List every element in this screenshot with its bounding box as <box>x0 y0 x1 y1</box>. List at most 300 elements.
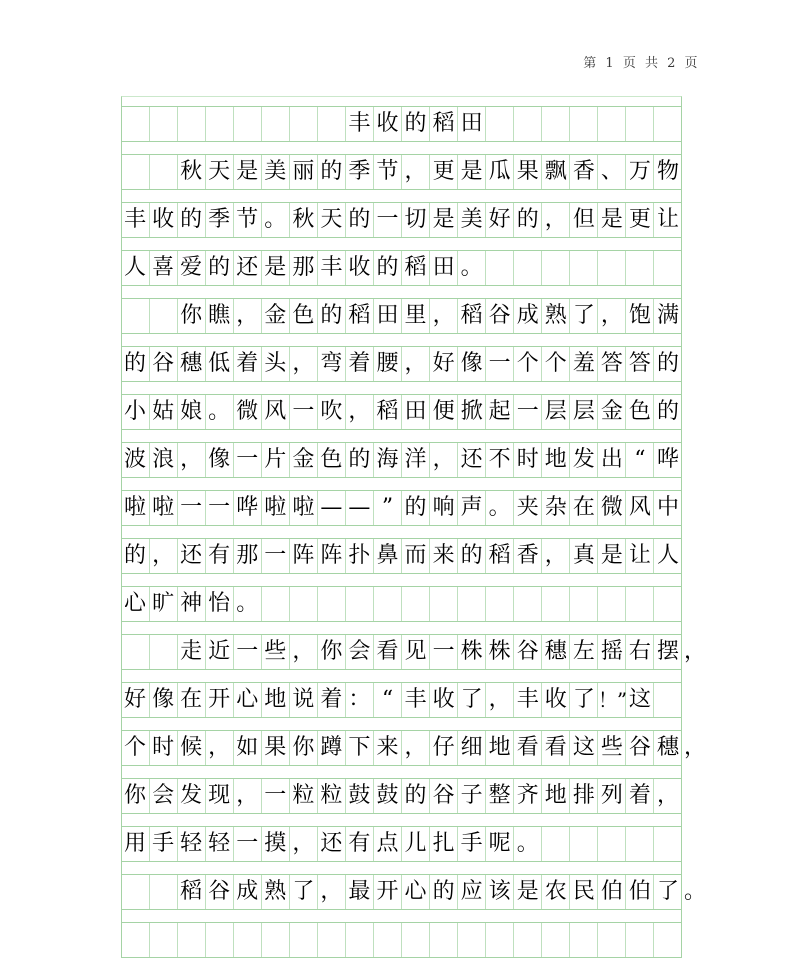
manuscript-cell[interactable] <box>150 587 178 621</box>
manuscript-cell[interactable] <box>402 155 430 189</box>
manuscript-cell[interactable] <box>150 539 178 573</box>
manuscript-cell[interactable] <box>346 635 374 669</box>
manuscript-cell[interactable] <box>262 779 290 813</box>
manuscript-cell[interactable] <box>514 443 542 477</box>
manuscript-cell[interactable] <box>514 539 542 573</box>
manuscript-cell[interactable] <box>402 587 430 621</box>
manuscript-cell[interactable] <box>150 827 178 861</box>
manuscript-cell[interactable] <box>598 875 626 909</box>
manuscript-cell[interactable] <box>290 203 318 237</box>
manuscript-cell[interactable] <box>178 347 206 381</box>
manuscript-cell[interactable] <box>262 587 290 621</box>
manuscript-cell[interactable] <box>262 875 290 909</box>
manuscript-cell[interactable] <box>206 347 234 381</box>
manuscript-cell[interactable] <box>318 683 346 717</box>
manuscript-cell[interactable] <box>206 779 234 813</box>
manuscript-cell[interactable] <box>486 875 514 909</box>
manuscript-cell[interactable] <box>542 155 570 189</box>
manuscript-cell[interactable] <box>318 587 346 621</box>
manuscript-cell[interactable] <box>178 587 206 621</box>
manuscript-cell[interactable] <box>374 587 402 621</box>
manuscript-cell[interactable] <box>542 539 570 573</box>
manuscript-cell[interactable] <box>290 923 318 957</box>
manuscript-cell[interactable] <box>430 731 458 765</box>
manuscript-cell[interactable] <box>122 347 150 381</box>
manuscript-cell[interactable] <box>514 731 542 765</box>
manuscript-cell[interactable] <box>178 443 206 477</box>
manuscript-cell[interactable] <box>178 203 206 237</box>
manuscript-cell[interactable] <box>430 107 458 141</box>
manuscript-cell[interactable] <box>598 491 626 525</box>
manuscript-cell[interactable] <box>458 635 486 669</box>
manuscript-cell[interactable] <box>626 827 654 861</box>
manuscript-cell[interactable] <box>598 443 626 477</box>
manuscript-cell[interactable] <box>290 251 318 285</box>
manuscript-cell[interactable] <box>458 203 486 237</box>
manuscript-cell[interactable] <box>654 587 682 621</box>
manuscript-cell[interactable] <box>346 491 374 525</box>
manuscript-cell[interactable] <box>486 539 514 573</box>
manuscript-cell[interactable] <box>374 731 402 765</box>
manuscript-cell[interactable] <box>374 827 402 861</box>
manuscript-cell[interactable] <box>206 395 234 429</box>
manuscript-cell[interactable] <box>430 491 458 525</box>
manuscript-cell[interactable] <box>514 587 542 621</box>
manuscript-cell[interactable] <box>122 299 150 333</box>
manuscript-cell[interactable] <box>234 683 262 717</box>
manuscript-cell[interactable] <box>234 203 262 237</box>
manuscript-cell[interactable] <box>346 443 374 477</box>
manuscript-cell[interactable] <box>178 923 206 957</box>
manuscript-cell[interactable] <box>542 635 570 669</box>
manuscript-cell[interactable] <box>654 683 682 717</box>
manuscript-cell[interactable] <box>542 683 570 717</box>
manuscript-cell[interactable] <box>290 827 318 861</box>
manuscript-cell[interactable] <box>514 107 542 141</box>
manuscript-cell[interactable] <box>486 923 514 957</box>
manuscript-cell[interactable] <box>234 587 262 621</box>
manuscript-cell[interactable] <box>654 875 682 909</box>
manuscript-cell[interactable] <box>262 347 290 381</box>
manuscript-cell[interactable] <box>234 875 262 909</box>
manuscript-cell[interactable] <box>206 587 234 621</box>
manuscript-cell[interactable] <box>206 731 234 765</box>
manuscript-cell[interactable] <box>458 443 486 477</box>
manuscript-cell[interactable] <box>178 827 206 861</box>
manuscript-cell[interactable] <box>542 251 570 285</box>
manuscript-cell[interactable] <box>402 107 430 141</box>
manuscript-cell[interactable] <box>514 683 542 717</box>
manuscript-cell[interactable] <box>458 155 486 189</box>
manuscript-cell[interactable] <box>234 635 262 669</box>
manuscript-cell[interactable] <box>542 395 570 429</box>
manuscript-cell[interactable] <box>346 875 374 909</box>
manuscript-cell[interactable] <box>430 539 458 573</box>
manuscript-cell[interactable] <box>458 923 486 957</box>
manuscript-cell[interactable] <box>262 251 290 285</box>
manuscript-cell[interactable] <box>654 491 682 525</box>
manuscript-cell[interactable] <box>178 875 206 909</box>
manuscript-cell[interactable] <box>150 443 178 477</box>
manuscript-cell[interactable] <box>458 539 486 573</box>
manuscript-cell[interactable] <box>626 155 654 189</box>
manuscript-cell[interactable] <box>626 299 654 333</box>
manuscript-cell[interactable] <box>654 155 682 189</box>
manuscript-cell[interactable] <box>374 203 402 237</box>
manuscript-cell[interactable] <box>570 395 598 429</box>
manuscript-cell[interactable] <box>458 299 486 333</box>
manuscript-cell[interactable] <box>458 107 486 141</box>
manuscript-cell[interactable] <box>430 635 458 669</box>
manuscript-cell[interactable] <box>234 731 262 765</box>
manuscript-cell[interactable] <box>346 107 374 141</box>
manuscript-cell[interactable] <box>626 731 654 765</box>
manuscript-cell[interactable] <box>346 683 374 717</box>
manuscript-cell[interactable] <box>430 155 458 189</box>
manuscript-cell[interactable] <box>486 347 514 381</box>
manuscript-cell[interactable] <box>402 635 430 669</box>
manuscript-cell[interactable] <box>234 491 262 525</box>
manuscript-cell[interactable] <box>346 587 374 621</box>
manuscript-cell[interactable] <box>346 347 374 381</box>
manuscript-cell[interactable] <box>346 155 374 189</box>
manuscript-cell[interactable] <box>346 203 374 237</box>
manuscript-cell[interactable] <box>486 635 514 669</box>
manuscript-cell[interactable] <box>122 107 150 141</box>
manuscript-cell[interactable] <box>178 491 206 525</box>
manuscript-cell[interactable] <box>122 395 150 429</box>
manuscript-cell[interactable] <box>542 875 570 909</box>
manuscript-cell[interactable] <box>402 827 430 861</box>
manuscript-cell[interactable] <box>206 107 234 141</box>
manuscript-cell[interactable] <box>374 251 402 285</box>
manuscript-cell[interactable] <box>402 347 430 381</box>
manuscript-cell[interactable] <box>206 923 234 957</box>
manuscript-cell[interactable] <box>178 155 206 189</box>
manuscript-cell[interactable] <box>150 731 178 765</box>
manuscript-cell[interactable] <box>150 395 178 429</box>
manuscript-cell[interactable] <box>262 491 290 525</box>
manuscript-cell[interactable] <box>374 155 402 189</box>
manuscript-cell[interactable] <box>430 347 458 381</box>
manuscript-cell[interactable] <box>458 395 486 429</box>
manuscript-cell[interactable] <box>486 683 514 717</box>
manuscript-cell[interactable] <box>402 203 430 237</box>
manuscript-cell[interactable] <box>374 347 402 381</box>
manuscript-cell[interactable] <box>290 347 318 381</box>
manuscript-cell[interactable] <box>262 539 290 573</box>
manuscript-cell[interactable] <box>570 443 598 477</box>
manuscript-cell[interactable] <box>234 923 262 957</box>
manuscript-cell[interactable] <box>570 539 598 573</box>
manuscript-cell[interactable] <box>346 539 374 573</box>
manuscript-cell[interactable] <box>458 779 486 813</box>
manuscript-cell[interactable] <box>178 251 206 285</box>
manuscript-cell[interactable] <box>318 875 346 909</box>
manuscript-cell[interactable] <box>150 491 178 525</box>
manuscript-cell[interactable] <box>626 107 654 141</box>
manuscript-cell[interactable] <box>402 443 430 477</box>
manuscript-cell[interactable] <box>654 539 682 573</box>
manuscript-cell[interactable] <box>626 683 654 717</box>
manuscript-cell[interactable] <box>430 299 458 333</box>
manuscript-cell[interactable] <box>654 395 682 429</box>
manuscript-cell[interactable] <box>290 587 318 621</box>
manuscript-cell[interactable] <box>318 923 346 957</box>
manuscript-cell[interactable] <box>122 827 150 861</box>
manuscript-cell[interactable] <box>514 923 542 957</box>
manuscript-cell[interactable] <box>514 203 542 237</box>
manuscript-cell[interactable] <box>346 395 374 429</box>
manuscript-cell[interactable] <box>430 587 458 621</box>
manuscript-cell[interactable] <box>542 443 570 477</box>
manuscript-cell[interactable] <box>570 299 598 333</box>
manuscript-cell[interactable] <box>514 635 542 669</box>
manuscript-cell[interactable] <box>486 203 514 237</box>
manuscript-cell[interactable] <box>430 923 458 957</box>
manuscript-cell[interactable] <box>122 779 150 813</box>
manuscript-cell[interactable] <box>542 299 570 333</box>
manuscript-cell[interactable] <box>318 635 346 669</box>
manuscript-cell[interactable] <box>290 443 318 477</box>
manuscript-cell[interactable] <box>206 203 234 237</box>
manuscript-cell[interactable] <box>542 491 570 525</box>
manuscript-cell[interactable] <box>178 395 206 429</box>
manuscript-cell[interactable] <box>346 827 374 861</box>
manuscript-cell[interactable] <box>206 875 234 909</box>
manuscript-cell[interactable] <box>206 635 234 669</box>
manuscript-cell[interactable] <box>458 587 486 621</box>
manuscript-cell[interactable] <box>514 155 542 189</box>
manuscript-cell[interactable] <box>598 923 626 957</box>
manuscript-cell[interactable] <box>290 683 318 717</box>
manuscript-cell[interactable] <box>486 395 514 429</box>
manuscript-cell[interactable] <box>542 347 570 381</box>
manuscript-cell[interactable] <box>430 395 458 429</box>
manuscript-cell[interactable] <box>374 683 402 717</box>
manuscript-cell[interactable] <box>430 779 458 813</box>
manuscript-cell[interactable] <box>206 299 234 333</box>
manuscript-cell[interactable] <box>234 443 262 477</box>
manuscript-cell[interactable] <box>150 635 178 669</box>
manuscript-cell[interactable] <box>374 779 402 813</box>
manuscript-cell[interactable] <box>486 443 514 477</box>
manuscript-cell[interactable] <box>318 299 346 333</box>
manuscript-cell[interactable] <box>654 635 682 669</box>
manuscript-cell[interactable] <box>542 779 570 813</box>
manuscript-cell[interactable] <box>598 203 626 237</box>
manuscript-cell[interactable] <box>234 299 262 333</box>
manuscript-cell[interactable] <box>514 347 542 381</box>
manuscript-cell[interactable] <box>598 683 626 717</box>
manuscript-cell[interactable] <box>374 923 402 957</box>
manuscript-cell[interactable] <box>122 491 150 525</box>
manuscript-cell[interactable] <box>570 491 598 525</box>
manuscript-cell[interactable] <box>150 203 178 237</box>
manuscript-cell[interactable] <box>178 683 206 717</box>
manuscript-cell[interactable] <box>598 779 626 813</box>
manuscript-cell[interactable] <box>458 827 486 861</box>
manuscript-cell[interactable] <box>626 203 654 237</box>
manuscript-cell[interactable] <box>542 107 570 141</box>
manuscript-cell[interactable] <box>458 875 486 909</box>
manuscript-cell[interactable] <box>654 347 682 381</box>
manuscript-cell[interactable] <box>598 539 626 573</box>
manuscript-cell[interactable] <box>206 539 234 573</box>
manuscript-cell[interactable] <box>430 251 458 285</box>
manuscript-cell[interactable] <box>178 539 206 573</box>
manuscript-cell[interactable] <box>654 299 682 333</box>
manuscript-cell[interactable] <box>654 251 682 285</box>
manuscript-cell[interactable] <box>570 827 598 861</box>
manuscript-cell[interactable] <box>514 491 542 525</box>
manuscript-cell[interactable] <box>262 107 290 141</box>
manuscript-cell[interactable] <box>598 635 626 669</box>
manuscript-cell[interactable] <box>626 251 654 285</box>
manuscript-cell[interactable] <box>206 491 234 525</box>
manuscript-cell[interactable] <box>654 827 682 861</box>
manuscript-cell[interactable] <box>626 395 654 429</box>
manuscript-cell[interactable] <box>542 827 570 861</box>
manuscript-cell[interactable] <box>234 779 262 813</box>
manuscript-cell[interactable] <box>486 251 514 285</box>
manuscript-cell[interactable] <box>430 827 458 861</box>
manuscript-cell[interactable] <box>402 299 430 333</box>
manuscript-cell[interactable] <box>598 587 626 621</box>
manuscript-cell[interactable] <box>318 155 346 189</box>
manuscript-cell[interactable] <box>178 635 206 669</box>
manuscript-cell[interactable] <box>570 347 598 381</box>
manuscript-cell[interactable] <box>654 443 682 477</box>
manuscript-cell[interactable] <box>318 779 346 813</box>
manuscript-cell[interactable] <box>234 155 262 189</box>
manuscript-cell[interactable] <box>234 347 262 381</box>
manuscript-cell[interactable] <box>150 875 178 909</box>
manuscript-cell[interactable] <box>402 395 430 429</box>
manuscript-cell[interactable] <box>626 779 654 813</box>
manuscript-cell[interactable] <box>318 203 346 237</box>
manuscript-cell[interactable] <box>318 827 346 861</box>
manuscript-cell[interactable] <box>122 539 150 573</box>
manuscript-cell[interactable] <box>290 635 318 669</box>
manuscript-cell[interactable] <box>514 779 542 813</box>
manuscript-cell[interactable] <box>402 731 430 765</box>
manuscript-cell[interactable] <box>542 587 570 621</box>
manuscript-cell[interactable] <box>570 107 598 141</box>
manuscript-cell[interactable] <box>262 635 290 669</box>
manuscript-cell[interactable] <box>626 875 654 909</box>
manuscript-cell[interactable] <box>346 299 374 333</box>
manuscript-cell[interactable] <box>150 683 178 717</box>
manuscript-cell[interactable] <box>318 539 346 573</box>
manuscript-cell[interactable] <box>262 203 290 237</box>
manuscript-cell[interactable] <box>346 779 374 813</box>
manuscript-cell[interactable] <box>570 923 598 957</box>
manuscript-cell[interactable] <box>430 203 458 237</box>
manuscript-cell[interactable] <box>150 923 178 957</box>
manuscript-cell[interactable] <box>402 779 430 813</box>
manuscript-cell[interactable] <box>318 491 346 525</box>
manuscript-cell[interactable] <box>346 251 374 285</box>
manuscript-cell[interactable] <box>122 155 150 189</box>
manuscript-cell[interactable] <box>654 107 682 141</box>
manuscript-cell[interactable] <box>570 251 598 285</box>
manuscript-cell[interactable] <box>374 395 402 429</box>
manuscript-cell[interactable] <box>430 443 458 477</box>
manuscript-cell[interactable] <box>458 347 486 381</box>
manuscript-cell[interactable] <box>262 155 290 189</box>
manuscript-cell[interactable] <box>150 347 178 381</box>
manuscript-cell[interactable] <box>486 731 514 765</box>
manuscript-cell[interactable] <box>486 587 514 621</box>
manuscript-cell[interactable] <box>374 443 402 477</box>
manuscript-cell[interactable] <box>598 107 626 141</box>
manuscript-cell[interactable] <box>570 587 598 621</box>
manuscript-cell[interactable] <box>598 827 626 861</box>
manuscript-cell[interactable] <box>290 731 318 765</box>
manuscript-cell[interactable] <box>318 107 346 141</box>
manuscript-cell[interactable] <box>374 107 402 141</box>
manuscript-cell[interactable] <box>290 155 318 189</box>
manuscript-cell[interactable] <box>318 251 346 285</box>
manuscript-cell[interactable] <box>402 251 430 285</box>
manuscript-cell[interactable] <box>374 299 402 333</box>
manuscript-cell[interactable] <box>290 299 318 333</box>
manuscript-cell[interactable] <box>206 251 234 285</box>
manuscript-cell[interactable] <box>234 827 262 861</box>
manuscript-cell[interactable] <box>626 443 654 477</box>
manuscript-cell[interactable] <box>570 155 598 189</box>
manuscript-cell[interactable] <box>402 491 430 525</box>
manuscript-cell[interactable] <box>318 347 346 381</box>
manuscript-cell[interactable] <box>122 587 150 621</box>
manuscript-cell[interactable] <box>150 299 178 333</box>
manuscript-cell[interactable] <box>178 779 206 813</box>
manuscript-cell[interactable] <box>514 875 542 909</box>
manuscript-cell[interactable] <box>122 731 150 765</box>
manuscript-cell[interactable] <box>318 395 346 429</box>
manuscript-cell[interactable] <box>122 683 150 717</box>
manuscript-cell[interactable] <box>514 299 542 333</box>
manuscript-cell[interactable] <box>290 107 318 141</box>
manuscript-cell[interactable] <box>430 875 458 909</box>
manuscript-cell[interactable] <box>262 827 290 861</box>
manuscript-cell[interactable] <box>458 491 486 525</box>
manuscript-cell[interactable] <box>570 203 598 237</box>
manuscript-cell[interactable] <box>654 779 682 813</box>
manuscript-cell[interactable] <box>150 155 178 189</box>
manuscript-cell[interactable] <box>150 779 178 813</box>
manuscript-cell[interactable] <box>402 923 430 957</box>
manuscript-cell[interactable] <box>374 539 402 573</box>
manuscript-cell[interactable] <box>626 347 654 381</box>
manuscript-cell[interactable] <box>598 731 626 765</box>
manuscript-cell[interactable] <box>318 731 346 765</box>
manuscript-cell[interactable] <box>486 779 514 813</box>
manuscript-cell[interactable] <box>598 395 626 429</box>
manuscript-cell[interactable] <box>626 923 654 957</box>
manuscript-cell[interactable] <box>542 203 570 237</box>
manuscript-cell[interactable] <box>402 875 430 909</box>
manuscript-cell[interactable] <box>318 443 346 477</box>
manuscript-cell[interactable] <box>514 251 542 285</box>
manuscript-cell[interactable] <box>458 251 486 285</box>
manuscript-cell[interactable] <box>234 539 262 573</box>
manuscript-cell[interactable] <box>542 923 570 957</box>
manuscript-cell[interactable] <box>346 731 374 765</box>
manuscript-cell[interactable] <box>290 491 318 525</box>
manuscript-cell[interactable] <box>374 635 402 669</box>
